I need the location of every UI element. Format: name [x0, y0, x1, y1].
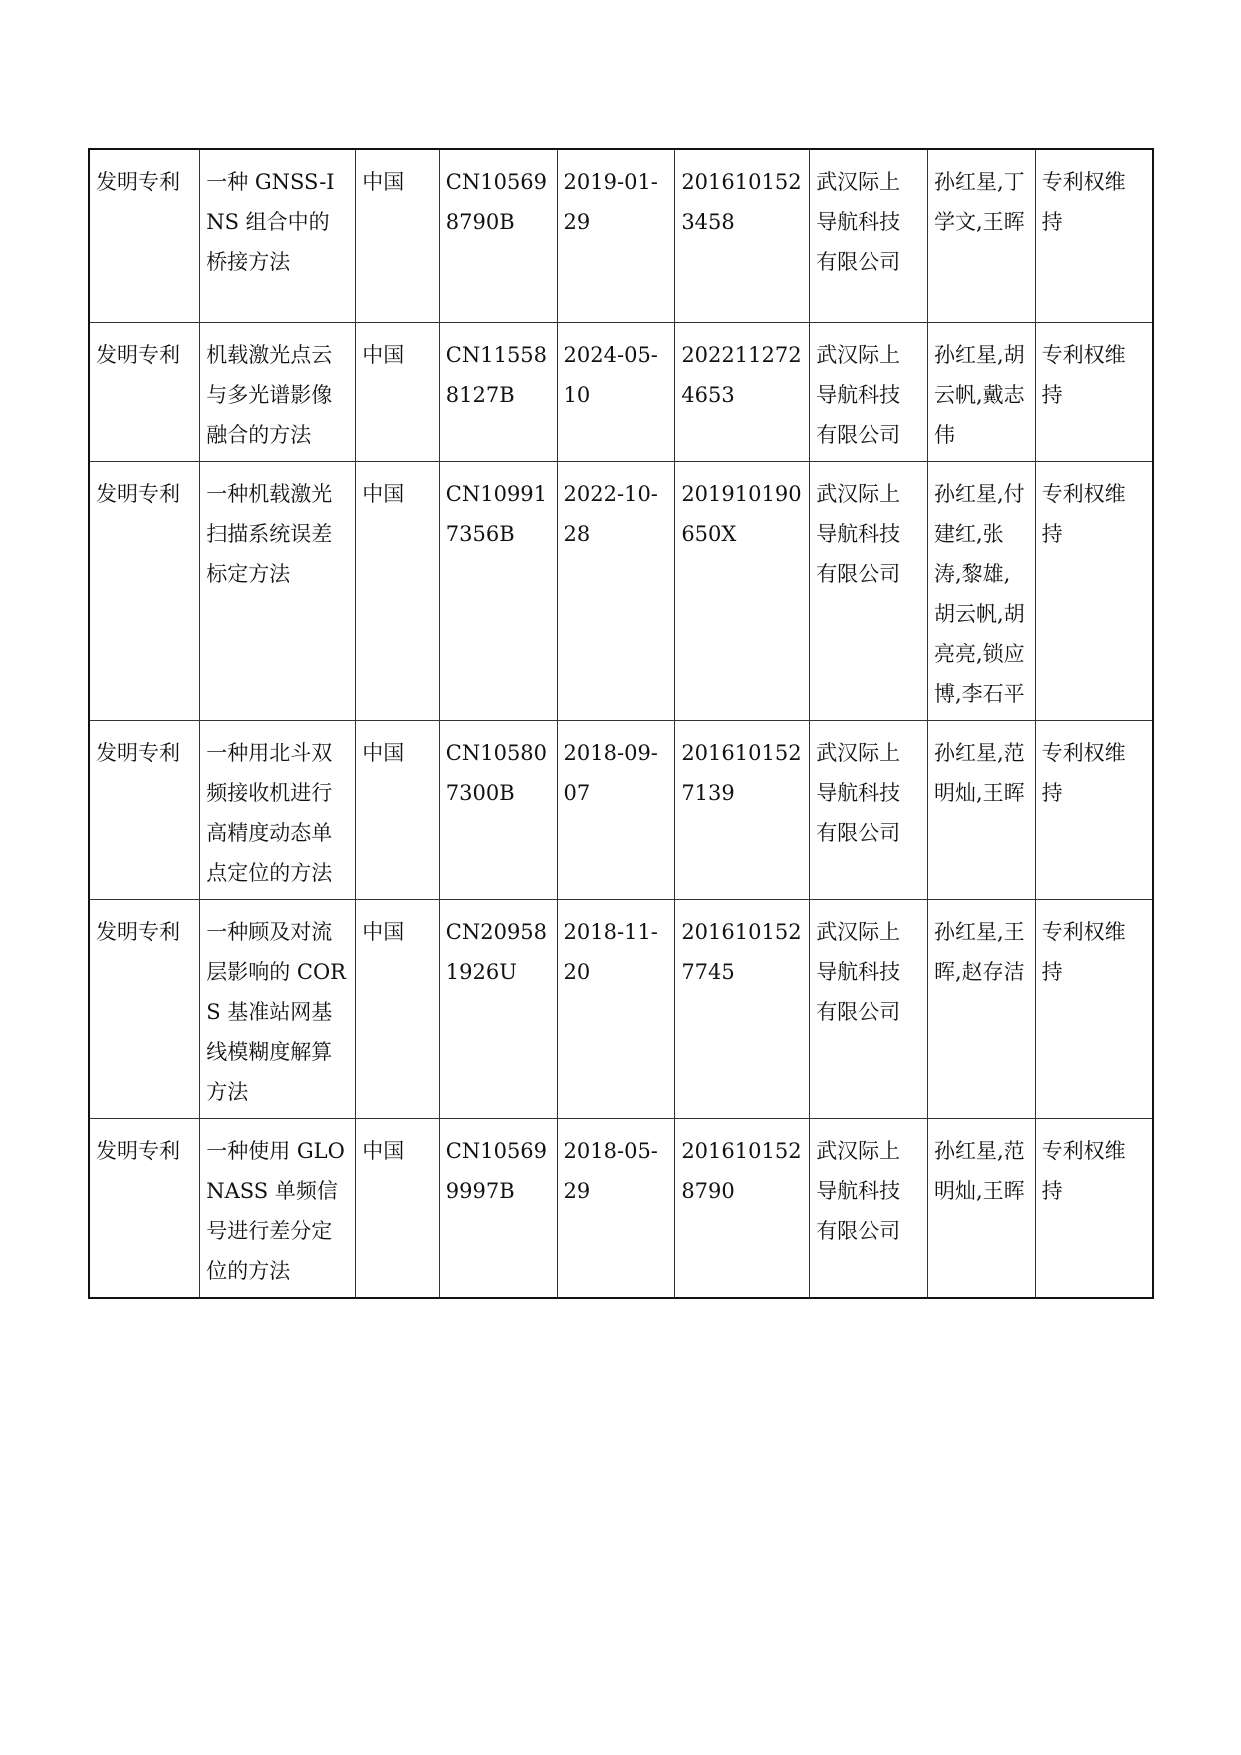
legal-status-cell [1035, 461, 1153, 720]
patent-type: 发明专利 [96, 740, 180, 765]
inventors-cell [927, 461, 1035, 720]
application-number-cell [675, 149, 810, 322]
assignee: 武汉际上导航科技有限公司 [816, 1138, 901, 1243]
patent-number-cell [439, 149, 557, 322]
country: 中国 [362, 170, 405, 194]
grant-date: 2018-09-07 [563, 740, 658, 805]
country: 中国 [362, 919, 405, 944]
legal-status-cell [1035, 149, 1153, 322]
application-number: 2016101527745 [681, 919, 802, 984]
application-number: 2022112724653 [681, 342, 802, 407]
table-row [89, 1118, 1153, 1298]
patent-title-cell [200, 899, 356, 1118]
application-number-cell [675, 899, 810, 1118]
table-row [89, 149, 1153, 322]
country-cell [356, 1118, 440, 1298]
table-row [89, 720, 1153, 899]
patent-type: 发明专利 [96, 919, 180, 944]
application-number: 201910190650X [681, 481, 802, 546]
inventors: 孙红星,范明灿,王晖 [933, 740, 1025, 805]
patent-number: CN105699997B [445, 1138, 548, 1203]
assignee-cell [810, 149, 928, 322]
patent-title: 一种 GNSS-INS 组合中的桥接方法 [206, 170, 335, 274]
patent-title: 一种用北斗双频接收机进行高精度动态单点定位的方法 [206, 740, 333, 885]
grant-date-cell [557, 720, 675, 899]
inventors: 孙红星,胡云帆,戴志伟 [933, 342, 1025, 447]
patent-number-cell [439, 461, 557, 720]
inventors-cell [927, 149, 1035, 322]
assignee: 武汉际上导航科技有限公司 [816, 170, 901, 274]
patent-table-body [89, 149, 1153, 1298]
country-cell [356, 322, 440, 461]
inventors: 孙红星,付建红,张涛,黎雄,胡云帆,胡亮亮,锁应博,李石平 [933, 481, 1025, 706]
patent-type-cell [89, 149, 200, 322]
legal-status: 专利权维持 [1041, 342, 1126, 407]
patent-table [88, 148, 1154, 1299]
inventors: 孙红星,范明灿,王晖 [933, 1138, 1025, 1203]
patent-type-cell [89, 899, 200, 1118]
legal-status-cell [1035, 1118, 1153, 1298]
patent-type: 发明专利 [96, 1138, 180, 1163]
table-row [89, 461, 1153, 720]
legal-status: 专利权维持 [1041, 919, 1126, 984]
patent-type: 发明专利 [96, 170, 180, 194]
patent-number: CN115588127B [445, 342, 548, 407]
assignee-cell [810, 461, 928, 720]
grant-date-cell [557, 322, 675, 461]
country: 中国 [362, 481, 405, 506]
country-cell [356, 899, 440, 1118]
patent-number: CN105807300B [445, 740, 548, 805]
country: 中国 [362, 342, 405, 367]
inventors-cell [927, 1118, 1035, 1298]
inventors-cell [927, 322, 1035, 461]
inventors: 孙红星,王晖,赵存洁 [933, 919, 1025, 984]
patent-title-cell [200, 322, 356, 461]
patent-number: CN105698790B [445, 170, 548, 234]
assignee-cell [810, 899, 928, 1118]
grant-date: 2018-05-29 [563, 1138, 658, 1203]
patent-title-cell [200, 720, 356, 899]
assignee: 武汉际上导航科技有限公司 [816, 481, 901, 586]
legal-status: 专利权维持 [1041, 740, 1126, 805]
patent-number-cell [439, 720, 557, 899]
patent-number: CN109917356B [445, 481, 548, 546]
grant-date-cell [557, 1118, 675, 1298]
patent-number-cell [439, 322, 557, 461]
patent-number-cell [439, 1118, 557, 1298]
grant-date: 2022-10-28 [563, 481, 658, 546]
country-cell [356, 461, 440, 720]
assignee: 武汉际上导航科技有限公司 [816, 342, 901, 447]
patent-type-cell [89, 322, 200, 461]
patent-title-cell [200, 149, 356, 322]
application-number: 2016101523458 [681, 170, 802, 234]
assignee: 武汉际上导航科技有限公司 [816, 740, 901, 845]
patent-title: 一种使用 GLONASS 单频信号进行差分定位的方法 [206, 1138, 345, 1283]
patent-number-cell [439, 899, 557, 1118]
application-number-cell [675, 461, 810, 720]
application-number: 2016101528790 [681, 1138, 802, 1203]
patent-type: 发明专利 [96, 481, 180, 506]
legal-status: 专利权维持 [1041, 481, 1126, 546]
patent-title: 一种机载激光扫描系统误差标定方法 [206, 481, 333, 586]
patent-title-cell [200, 461, 356, 720]
patent-type-cell [89, 1118, 200, 1298]
grant-date: 2024-05-10 [563, 342, 658, 407]
legal-status-cell [1035, 899, 1153, 1118]
grant-date-cell [557, 899, 675, 1118]
assignee-cell [810, 322, 928, 461]
country: 中国 [362, 740, 405, 765]
patent-title: 机载激光点云与多光谱影像融合的方法 [206, 342, 333, 447]
grant-date-cell [557, 461, 675, 720]
application-number-cell [675, 1118, 810, 1298]
grant-date: 2019-01-29 [563, 170, 658, 234]
application-number: 2016101527139 [681, 740, 802, 805]
inventors-cell [927, 899, 1035, 1118]
table-row [89, 899, 1153, 1118]
country-cell [356, 149, 440, 322]
application-number-cell [675, 322, 810, 461]
grant-date-cell [557, 149, 675, 322]
patent-type-cell [89, 461, 200, 720]
assignee-cell [810, 720, 928, 899]
inventors-cell [927, 720, 1035, 899]
legal-status: 专利权维持 [1041, 170, 1126, 234]
inventors: 孙红星,丁学文,王晖 [933, 170, 1025, 234]
legal-status: 专利权维持 [1041, 1138, 1126, 1203]
patent-number: CN209581926U [445, 919, 548, 984]
country: 中国 [362, 1138, 405, 1163]
table-row [89, 322, 1153, 461]
patent-type-cell [89, 720, 200, 899]
assignee-cell [810, 1118, 928, 1298]
patent-title-cell [200, 1118, 356, 1298]
country-cell [356, 720, 440, 899]
application-number-cell [675, 720, 810, 899]
patent-title: 一种顾及对流层影响的 CORS 基准站网基线模糊度解算方法 [206, 919, 346, 1104]
patent-type: 发明专利 [96, 342, 180, 367]
legal-status-cell [1035, 720, 1153, 899]
grant-date: 2018-11-20 [563, 919, 658, 984]
assignee: 武汉际上导航科技有限公司 [816, 919, 901, 1024]
legal-status-cell [1035, 322, 1153, 461]
